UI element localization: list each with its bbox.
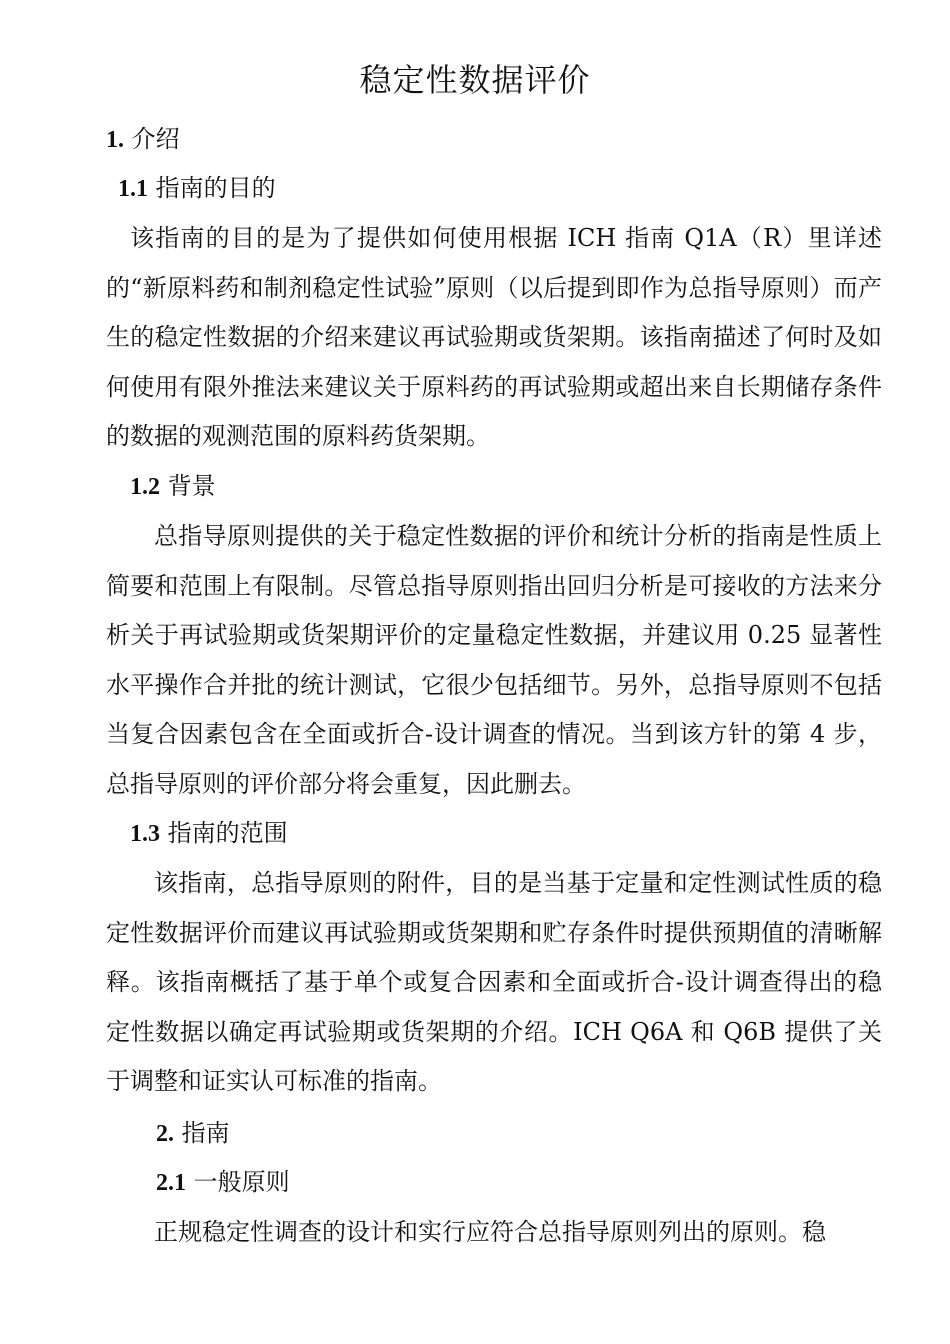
section-heading-2-1 xyxy=(156,1164,290,1201)
section-heading-1-3 xyxy=(130,815,288,852)
section-label: 指南 xyxy=(181,1119,230,1147)
section-number: 1.2 xyxy=(130,474,160,500)
section-label: 介绍 xyxy=(131,125,180,153)
paragraph-scope: 该指南，总指导原则的附件，目的是当基于定量和定性测试性质的稳定性数据评价而建议再试验期或货架期和贮存条件时提供预期值的清晰解释。该指南概括了基于单个或复合因素和全面或折合-设计调查得出的稳定性数据以确定再试验期或货架期的介绍。ICH Q6A 和 Q6B 提供了关于调整和证实认可标准的指南。 xyxy=(106,869,882,1095)
section-label: 指南的目的 xyxy=(155,174,276,202)
section-number: 2.1 xyxy=(156,1170,186,1196)
section-heading-2 xyxy=(156,1115,230,1152)
section-label: 背景 xyxy=(167,472,216,500)
section-number: 1.3 xyxy=(130,821,160,847)
section-heading-1 xyxy=(106,121,180,158)
document-title: 稳定性数据评价 xyxy=(359,61,591,99)
section-number: 1. xyxy=(106,127,124,153)
section-heading-1-2 xyxy=(130,468,216,505)
paragraph-background: 总指导原则提供的关于稳定性数据的评价和统计分析的指南是性质上简要和范围上有限制。尽管总指导原则指出回归分析是可接收的方法来分析关于再试验期或货架期评价的定量稳定性数据，并建议用 0.25 显著性水平操作合并批的统计测试，它很少包括细节。另外，总指导原则不包括当复合因素包含在全面或折合-设计调查的情况。当到该方针的第 4 步，总指导原则的评价部分将会重复，因此删去。 xyxy=(106,522,882,798)
section-label: 指南的范围 xyxy=(167,819,288,847)
section-number: 1.1 xyxy=(118,176,148,202)
paragraph-purpose: 该指南的目的是为了提供如何使用根据 ICH 指南 Q1A（R）里详述的“新原料药和制剂稳定性试验”原则（以后提到即作为总指导原则）而产生的稳定性数据的介绍来建议再试验期或货架期。该指南描述了何时及如何使用有限外推法来建议关于原料药的再试验期或超出来自长期储存条件的数据的观测范围的原料药货架期。 xyxy=(106,224,882,450)
section-label: 一般原则 xyxy=(193,1168,290,1196)
section-number: 2. xyxy=(156,1121,174,1147)
section-heading-1-1 xyxy=(118,170,276,207)
paragraph-general-principles: 正规稳定性调查的设计和实行应符合总指导原则列出的原则。稳 xyxy=(154,1218,826,1246)
